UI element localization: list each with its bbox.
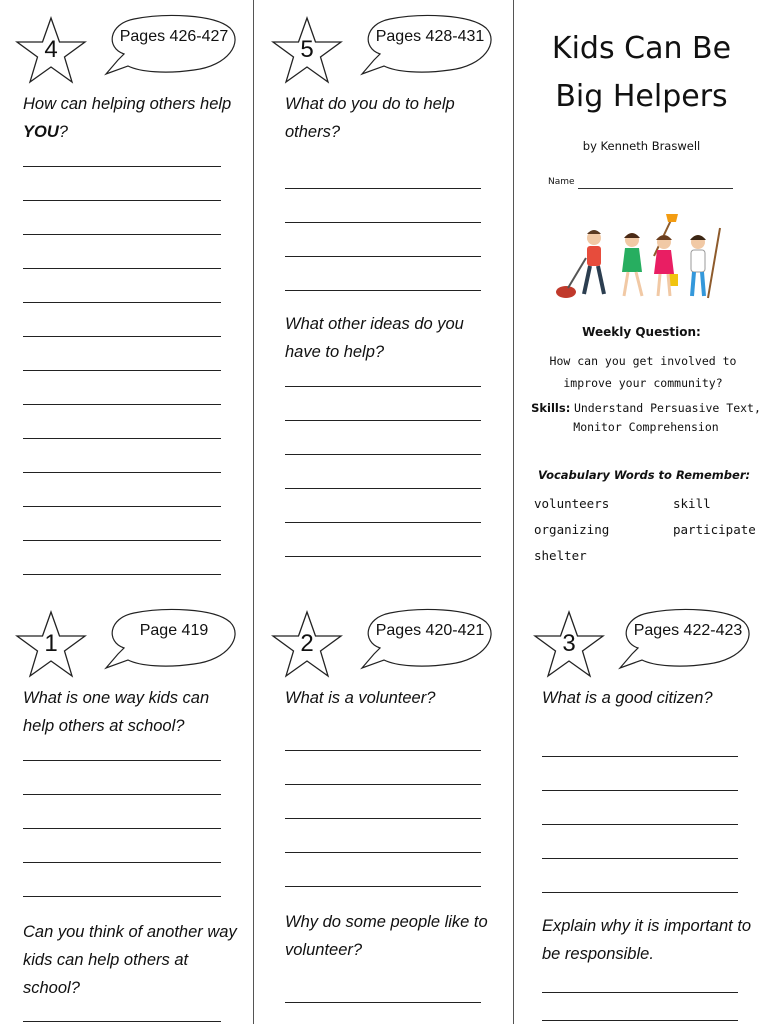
question-text: How can helping others help YOU? (23, 95, 232, 141)
star-icon (532, 610, 606, 680)
answer-line[interactable] (285, 454, 481, 455)
answer-line[interactable] (285, 386, 481, 387)
question-text: Explain why it is important to be responsible. (542, 917, 752, 963)
divider-left (253, 0, 254, 1024)
answer-line[interactable] (285, 188, 481, 189)
star-number: 2 (300, 630, 314, 657)
answer-line[interactable] (23, 1021, 221, 1022)
page-range: Pages 428-431 (375, 28, 485, 45)
answer-line[interactable] (23, 404, 221, 405)
answer-line[interactable] (23, 574, 221, 575)
speech-bubble (618, 608, 752, 672)
name-field[interactable] (578, 188, 733, 189)
answer-line[interactable] (285, 488, 481, 489)
page-range: Pages 420-421 (375, 622, 485, 639)
answer-line[interactable] (23, 760, 221, 761)
star-icon (270, 610, 344, 680)
vocab-heading: Vocabulary Words to Remember: (538, 468, 751, 482)
vocab-word: skill (673, 496, 711, 511)
answer-line[interactable] (542, 892, 738, 893)
answer-line[interactable] (23, 896, 221, 897)
answer-line[interactable] (542, 1020, 738, 1021)
question-text: Can you think of another way kids can help others at school? (23, 923, 237, 997)
vocab-word: volunteers (534, 496, 610, 511)
answer-line[interactable] (23, 200, 221, 201)
weekly-question: How can you get involved to improve your community? (549, 354, 737, 390)
skills-block (530, 399, 762, 437)
answer-line[interactable] (285, 522, 481, 523)
speech-bubble (104, 14, 238, 78)
page-range: Pages 422-423 (633, 622, 743, 639)
skills-label: Skills: (531, 401, 571, 415)
answer-line[interactable] (23, 540, 221, 541)
question-text: What is one way kids can help others at school? (23, 689, 210, 735)
question-text: What is a volunteer? (285, 689, 436, 707)
answer-line[interactable] (23, 506, 221, 507)
star-icon (270, 16, 344, 86)
star-number: 4 (44, 36, 58, 63)
skills-line1: Understand Persuasive Text, (573, 401, 761, 415)
answer-line[interactable] (285, 556, 481, 557)
answer-line[interactable] (23, 302, 221, 303)
kids-cleaning-illustration (552, 212, 732, 304)
question-text: Why do some people like to volunteer? (285, 913, 488, 959)
answer-line[interactable] (542, 756, 738, 757)
answer-line[interactable] (285, 256, 481, 257)
weekly-heading: Weekly Question: (582, 325, 701, 339)
star-number: 5 (300, 36, 314, 63)
speech-bubble (360, 14, 494, 78)
answer-line[interactable] (285, 886, 481, 887)
answer-line[interactable] (285, 852, 481, 853)
vocab-word: participate (673, 522, 756, 537)
page-range: Pages 426-427 (119, 28, 229, 45)
page-range: Page 419 (139, 622, 209, 639)
question-text: What other ideas do you have to help? (285, 315, 464, 361)
star-icon (14, 610, 88, 680)
question-text: What is a good citizen? (542, 689, 713, 707)
author: by Kenneth Braswell (582, 139, 701, 153)
answer-line[interactable] (542, 790, 738, 791)
answer-line[interactable] (23, 370, 221, 371)
answer-line[interactable] (285, 222, 481, 223)
answer-line[interactable] (285, 1002, 481, 1003)
answer-line[interactable] (542, 858, 738, 859)
answer-line[interactable] (23, 234, 221, 235)
page-title: Kids Can Be (551, 31, 732, 66)
answer-line[interactable] (285, 784, 481, 785)
answer-line[interactable] (23, 828, 221, 829)
speech-bubble (104, 608, 238, 672)
vocab-word: shelter (534, 548, 587, 563)
answer-line[interactable] (285, 818, 481, 819)
answer-line[interactable] (542, 824, 738, 825)
star-number: 1 (44, 630, 58, 657)
answer-line[interactable] (23, 862, 221, 863)
answer-line[interactable] (285, 750, 481, 751)
name-label: Name (548, 177, 575, 187)
divider-right (513, 0, 514, 1024)
star-number: 3 (562, 630, 576, 657)
question-text: What do you do to help others? (285, 95, 455, 141)
speech-bubble (360, 608, 494, 672)
answer-line[interactable] (23, 472, 221, 473)
answer-line[interactable] (542, 992, 738, 993)
answer-line[interactable] (23, 166, 221, 167)
skills-line2: Monitor Comprehension (573, 420, 719, 434)
answer-line[interactable] (23, 794, 221, 795)
answer-line[interactable] (23, 268, 221, 269)
vocab-word: organizing (534, 522, 610, 537)
answer-line[interactable] (285, 420, 481, 421)
star-icon (14, 16, 88, 86)
page-title-line2: Big Helpers (555, 79, 728, 114)
answer-line[interactable] (23, 438, 221, 439)
answer-line[interactable] (23, 336, 221, 337)
answer-line[interactable] (285, 290, 481, 291)
